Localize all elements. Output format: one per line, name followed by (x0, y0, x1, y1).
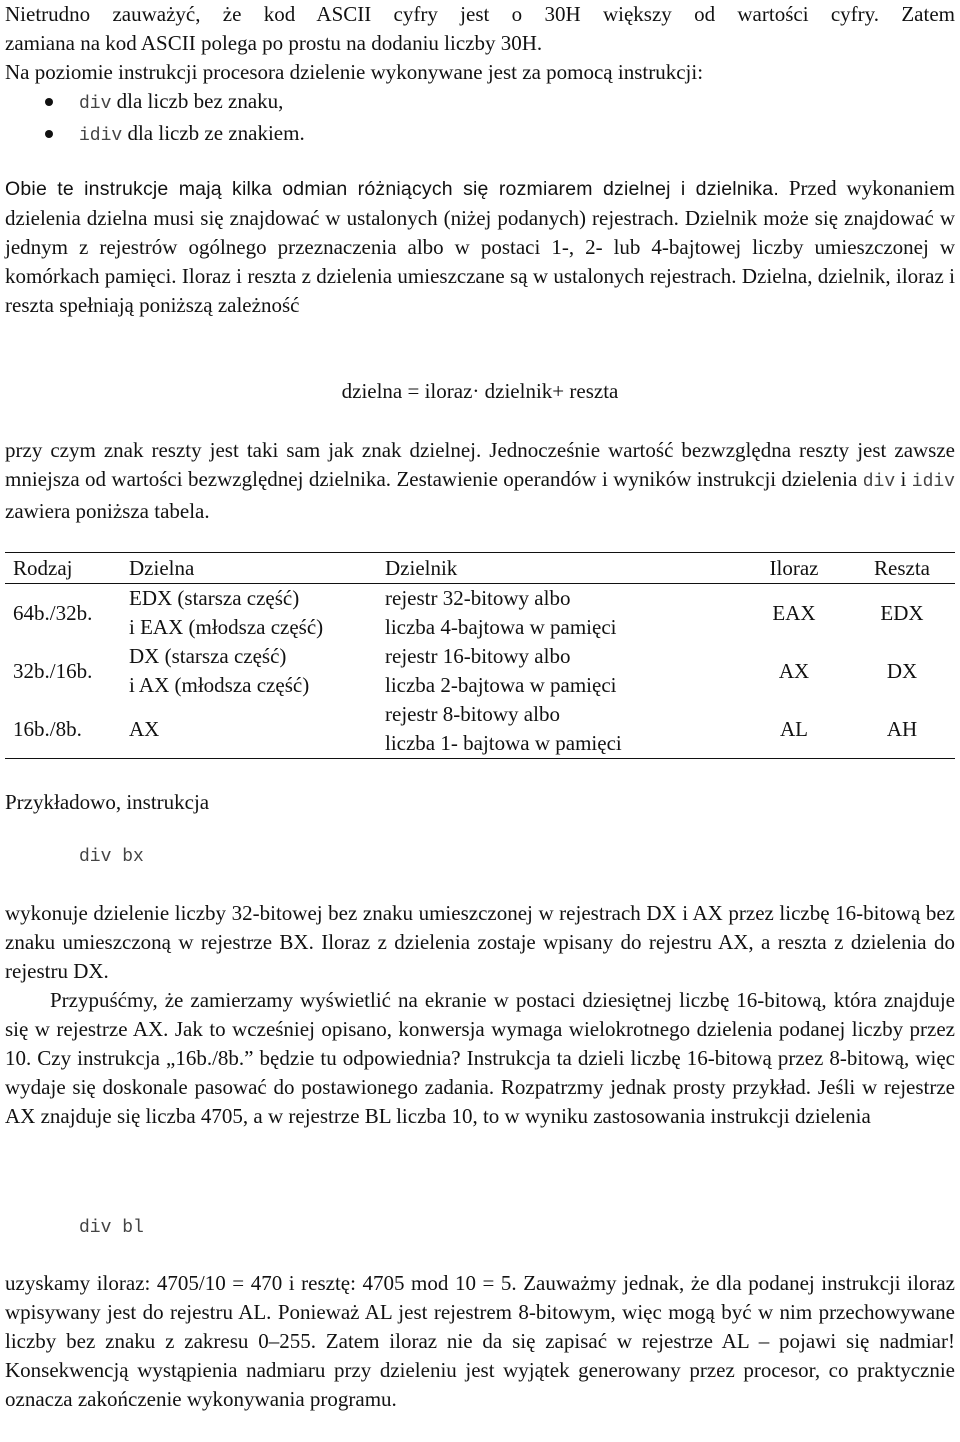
code-idiv: idiv (911, 472, 955, 492)
code-div-bl: div bl (79, 1218, 144, 1238)
paragraph-example-4705: Przypuśćmy, że zamierzamy wyświetlić na ekranie w postaci dziesiętnej liczbę 16-bitową, która znajduje się w rejestrze AX. Jak to wcześniej opisano, konwersja wymaga wielokrotnego dzielenia podanej liczby przez 10. Czy instrukcja „16b./8b.” będzie tu odpowiednia? Instrukcja ta dzieli liczbę 16-bitową przez 8-bitową, więc wydaje się doskonale pasować do postawionego zadania. Rozpatrzmy jednak prosty przykład. Jeśli w rejestrze AX znajduje się liczba 4705, a w rejestrze BL liczba 10, to w wyniku zastosowania instrukcji dzielenia (5, 988, 955, 1128)
instruction-list (5, 87, 955, 151)
paragraph-text: i (895, 467, 912, 491)
division-formula: dzielna = iloraz· dzielnik+ reszta (341, 379, 619, 403)
intro-line-2: zamiana na kod ASCII polega po prostu na dodaniu liczby 30H. (5, 31, 543, 55)
paragraph-text: Przed wykonaniem dzielenia dzielna musi się znajdować w ustalonych (niżej podanych) rejestrach. Dzielnik może się znajdować w jednym z rejestrów ogólnego przeznaczenia albo w postaci 1-, 2- lub 4-bajtowej liczby umieszczonej w komórkach pamięci. Iloraz i reszta z dzielenia umieszczane są w ustalonych rejestrach. Dzielna, dzielnik, iloraz i reszta spełniają poniższą zależność (5, 176, 956, 317)
cell-iloraz: EAX (772, 600, 816, 625)
paragraph-div-bx-explanation: wykonuje dzielenie liczby 32-bitowej bez znaku umieszczonej w rejestrach DX i AX przez liczbę 16-bitową bez znaku umieszczoną w rejestrze BX. Iloraz z dzielenia zostaje wpisany do rejestru AX, a reszta z dzielenia do rejestru DX. (5, 901, 955, 983)
bullet-icon (45, 130, 53, 138)
bullet-icon (45, 98, 53, 106)
paragraph-text: przy czym znak reszty jest taki sam jak znak dzielnej. Jednocześnie wartość bezwzględna reszty jest zawsze mniejsza od wartości bezwzględnej dzielnika. Zestawienie operandów i wyników instrukcji dzielenia (5, 438, 955, 491)
bullet-text: dla liczb ze znakiem. (122, 121, 305, 145)
paragraph-divide-variants (5, 174, 955, 320)
header-iloraz: Iloraz (739, 553, 849, 584)
intro-line-3: Na poziomie instrukcji procesora dzielenie wykonywane jest za pomocą instrukcji: (5, 60, 704, 84)
code-div: div (79, 94, 112, 114)
header-reszta: Reszta (849, 553, 955, 584)
header-dzielna: Dzielna (121, 553, 377, 584)
cell-dzielnik (377, 642, 739, 700)
cell-line: i EAX (młodsza część) (129, 615, 324, 639)
cell-rodzaj: 64b./32b. (13, 600, 93, 625)
paragraph-remainder (5, 436, 955, 526)
code-idiv: idiv (79, 126, 123, 146)
cell-line: i AX (młodsza część) (129, 673, 310, 697)
table-header-row (5, 553, 955, 584)
cell-rodzaj: 16b./8b. (5, 700, 121, 759)
cell-line: rejestr 8-bitowy albo (385, 702, 560, 726)
cell-line: EDX (starsza część) (129, 586, 300, 610)
header-rodzaj: Rodzaj (5, 553, 121, 584)
cell-dzielna: AX (121, 700, 377, 759)
cell-reszta: EDX (880, 600, 924, 625)
cell-line: liczba 4-bajtowa w pamięci (385, 615, 617, 639)
cell-line: rejestr 32-bitowy albo (385, 586, 571, 610)
cell-rodzaj: 32b./16b. (13, 658, 93, 683)
cell-line: liczba 1- bajtowa w pamięci (385, 731, 622, 755)
cell-line: DX (starsza część) (129, 644, 287, 668)
cell-reszta: DX (886, 658, 918, 683)
cell-line: liczba 2-bajtowa w pamięci (385, 673, 617, 697)
list-item (5, 119, 955, 151)
intro-block (5, 0, 955, 151)
cell-dzielna (121, 642, 377, 700)
bullet-text: dla liczb bez znaku, (111, 89, 284, 113)
cell-dzielnik (377, 700, 739, 759)
paragraph-overflow: uzyskamy iloraz: 4705/10 = 470 i resztę: 4705 mod 10 = 5. Zauważmy jednak, że dla podanej instrukcji iloraz wpisywany jest do rejestru AL. Ponieważ AL jest rejestrem 8-bitowym, więc mogą być w nim przechowywane liczby bez znaku z zakresu 0–255. Zatem iloraz nie da się zapisać w rejestrze AL – pojawi się nadmiar! Konsekwencją wystąpienia nadmiaru przy dzieleniu jest wyjątek generowany przez procesor, co praktycznie oznacza zakończenie wykonywania programu. (5, 1271, 955, 1411)
code-div: div (862, 472, 896, 492)
cell-iloraz: AX (778, 658, 810, 683)
cell-iloraz: AL (739, 700, 849, 759)
division-operands-table (5, 552, 955, 759)
cell-reszta: AH (849, 700, 955, 759)
example-intro: Przykładowo, instrukcja (5, 790, 210, 814)
cell-dzielna (121, 584, 377, 643)
list-item (5, 87, 955, 119)
cell-line: rejestr 16-bitowy albo (385, 644, 571, 668)
header-dzielnik: Dzielnik (377, 553, 739, 584)
table-row (5, 700, 955, 759)
cell-dzielnik (377, 584, 739, 643)
paragraph-text: zawiera poniższa tabela. (5, 499, 210, 523)
code-div-bx: div bx (79, 847, 144, 867)
table-row (5, 642, 955, 700)
intro-line-1: Nietrudno zauważyć, że kod ASCII cyfry jest o 30H większy od wartości cyfry. Zatem (5, 2, 955, 26)
table-row (5, 584, 955, 643)
paragraph-sans-sentence: Obie te instrukcje mają kilka odmian różniących się rozmiarem dzielnej i dzielnika. (5, 178, 779, 200)
